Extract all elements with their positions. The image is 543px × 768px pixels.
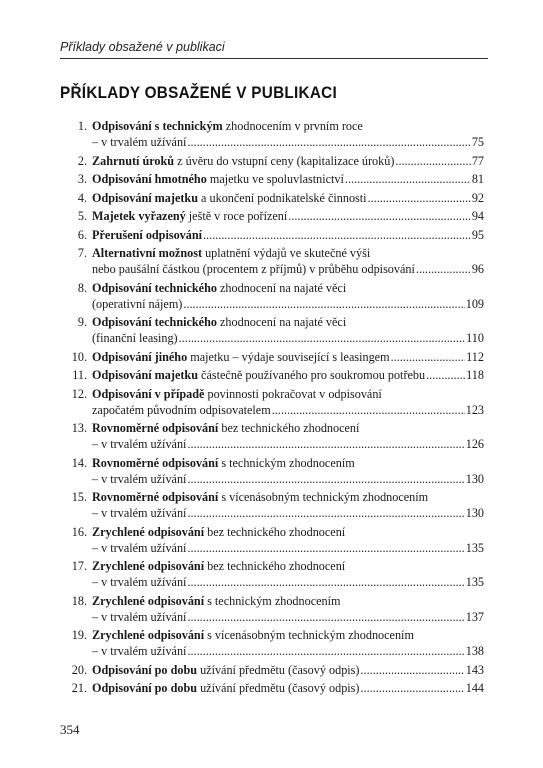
entry-text [92, 628, 414, 642]
entry-page-number: 95 [471, 227, 484, 242]
entry-bold-text: Alternativní možnost [92, 246, 203, 260]
entry-number: 3. [77, 172, 87, 186]
entry-line [92, 296, 484, 312]
dot-leader [360, 680, 464, 696]
entry-text [92, 261, 415, 277]
entry-number: 13. [71, 421, 87, 435]
toc-entry [60, 680, 484, 696]
entry-text [92, 246, 370, 260]
entry-line [92, 627, 484, 643]
entry-plain-text: bez technického zhodnocení [218, 421, 360, 435]
entry-bold-text: Odpisování po dobu [92, 662, 198, 677]
entry-bold-text: Přerušení odpisování [92, 227, 203, 242]
entry-body [92, 153, 484, 169]
toc-entry [60, 386, 484, 418]
entry-line [92, 227, 484, 243]
entry-number: 4. [77, 190, 87, 205]
entry-line [92, 330, 484, 346]
entry-plain-text: užívání předmětu (časový odpis) [197, 681, 360, 695]
entry-line [92, 314, 484, 330]
entry-line [92, 471, 484, 487]
dot-leader [360, 662, 464, 678]
entry-body [92, 420, 484, 452]
entry-line [92, 593, 484, 609]
entry-plain-text: majetku ve spoluvlastnictví [206, 172, 344, 186]
entry-line [92, 558, 484, 574]
dot-leader [187, 471, 464, 487]
entry-text [92, 559, 345, 573]
dot-leader [187, 643, 464, 659]
page-number: 354 [60, 722, 80, 737]
toc-entry [60, 662, 484, 678]
dot-leader [345, 171, 471, 187]
entry-number: 16. [71, 524, 87, 539]
entry-plain-text: započatém původním odpisovatelem [92, 402, 271, 417]
entry-plain-text: s vícenásobným technickým zhodnocením [218, 490, 429, 504]
entry-line [92, 118, 484, 134]
entry-page-number: 94 [471, 209, 484, 223]
entry-plain-text: zhodnocení na najaté věci [216, 315, 347, 329]
entry-plain-text: – v trvalém užívání [92, 471, 187, 486]
entry-plain-text: – v trvalém užívání [92, 540, 187, 555]
entry-plain-text: povinnosti pokračovat v odpisování [204, 386, 382, 401]
entry-body [92, 558, 484, 590]
toc-entry [60, 245, 484, 277]
dot-leader [187, 134, 470, 150]
entry-text [92, 505, 186, 521]
toc-entry [60, 455, 484, 487]
entry-line [92, 171, 484, 187]
entry-number: 2. [77, 153, 87, 168]
entry-text [92, 315, 346, 329]
entry-plain-text: bez technického zhodnocení [204, 559, 346, 573]
toc-entry [60, 118, 484, 150]
entry-page-number: 96 [471, 262, 484, 276]
entry-line [92, 402, 484, 418]
entry-line [92, 280, 484, 296]
dot-leader [416, 261, 471, 277]
entry-body [92, 680, 484, 696]
entry-bold-text: Odpisování technického [92, 280, 217, 295]
entry-page-number: 81 [471, 172, 484, 186]
dot-leader [391, 349, 466, 365]
entry-number: 7. [77, 246, 87, 260]
entry-body [92, 367, 484, 383]
entry-line [92, 489, 484, 505]
entry-body [92, 524, 484, 556]
toc-entry [60, 227, 484, 243]
entry-line [92, 524, 484, 540]
entry-text [92, 574, 186, 590]
toc-entry [60, 489, 484, 521]
entry-body [92, 190, 484, 206]
entry-number: 19. [71, 628, 87, 642]
entry-bold-text: Zrychlené odpisování [92, 559, 205, 573]
entry-bold-text: Rovnoměrné odpisování [92, 455, 219, 470]
dot-leader [187, 540, 464, 556]
entry-text [92, 296, 182, 312]
entry-number: 5. [77, 209, 87, 223]
entry-plain-text: – v trvalém užívání [92, 644, 187, 658]
entry-number: 17. [71, 559, 87, 573]
entry-bold-text: Odpisování jiného [92, 349, 188, 364]
entry-plain-text: – v trvalém užívání [92, 506, 187, 520]
entry-plain-text: – v trvalém užívání [92, 135, 187, 149]
entry-bold-text: Odpisování majetku [92, 190, 198, 205]
toc-entry [60, 153, 484, 169]
entry-plain-text: nebo paušální částkou (procentem z příjmů) v průběhu odpisování [92, 262, 415, 276]
entry-body [92, 662, 484, 678]
entry-bold-text: Odpisování majetku [92, 368, 198, 382]
entry-text [92, 208, 287, 224]
entry-number: 1. [77, 119, 87, 133]
entry-bold-text: Zrychlené odpisování [92, 524, 205, 539]
entry-body [92, 627, 484, 659]
entry-number: 6. [77, 227, 87, 242]
dot-leader [288, 208, 471, 224]
entry-line [92, 455, 484, 471]
entry-number: 21. [71, 681, 87, 695]
entry-text [92, 190, 367, 206]
entry-page-number: 109 [465, 296, 484, 311]
entry-text [92, 421, 359, 435]
entry-number: 15. [71, 490, 87, 504]
entry-line [92, 574, 484, 590]
entry-bold-text: Odpisování s technickým [92, 119, 223, 133]
entry-page-number: 123 [465, 402, 484, 417]
entry-plain-text: zhodnocení na najaté věci [216, 280, 347, 295]
toc-entry [60, 593, 484, 625]
entry-page-number: 110 [466, 331, 484, 345]
running-head: Příklady obsažené v publikaci [60, 40, 225, 54]
dot-leader [187, 436, 464, 452]
entry-bold-text: Rovnoměrné odpisování [92, 490, 219, 504]
toc-entry [60, 314, 484, 346]
entry-plain-text: (operativní nájem) [92, 296, 183, 311]
entry-text [92, 643, 186, 659]
entry-bold-text: Zrychlené odpisování [92, 628, 205, 642]
entry-number: 9. [77, 315, 87, 329]
entry-line [92, 662, 484, 678]
entry-text [92, 367, 425, 383]
entry-plain-text: a ukončení podnikatelské činnosti [198, 190, 367, 205]
entry-body [92, 455, 484, 487]
entry-plain-text: částečně používaného pro soukromou potřebu [198, 368, 426, 382]
entry-number: 20. [71, 662, 87, 677]
entry-plain-text: – v trvalém užívání [92, 609, 187, 624]
entry-body [92, 593, 484, 625]
entry-plain-text: bez technického zhodnocení [204, 524, 346, 539]
entry-text [92, 471, 186, 487]
entry-number: 11. [72, 368, 87, 382]
dot-leader [179, 330, 466, 346]
toc-entry [60, 420, 484, 452]
entry-line [92, 643, 484, 659]
entry-plain-text: zhodnocením v prvním roce [222, 119, 363, 133]
entry-number: 12. [71, 386, 87, 401]
entry-text [92, 594, 340, 608]
entry-line [92, 153, 484, 169]
entry-bold-text: Zrychlené odpisování [92, 593, 205, 608]
entry-text [92, 387, 382, 401]
entry-bold-text: Odpisování v případě [92, 386, 205, 401]
entry-number: 10. [71, 349, 87, 364]
entry-page-number: 130 [465, 506, 484, 520]
entry-bold-text: Zahrnutí úroků [92, 153, 175, 168]
entry-plain-text: – v trvalém užívání [92, 575, 187, 589]
entry-body [92, 171, 484, 187]
entry-text [92, 330, 178, 346]
dot-leader [272, 402, 465, 418]
entry-line [92, 609, 484, 625]
entry-plain-text: s technickým zhodnocením [218, 455, 355, 470]
entry-text [92, 490, 428, 504]
entry-body [92, 349, 484, 365]
entry-bold-text: Odpisování technického [92, 315, 217, 329]
table-of-contents [60, 118, 484, 699]
entry-number: 14. [71, 455, 87, 470]
entry-line [92, 245, 484, 261]
entry-text [92, 540, 186, 556]
entry-plain-text: – v trvalém užívání [92, 437, 187, 451]
entry-line [92, 134, 484, 150]
entry-bold-text: Rovnoměrné odpisování [92, 421, 219, 435]
entry-line [92, 540, 484, 556]
entry-body [92, 314, 484, 346]
entry-line [92, 349, 484, 365]
toc-entry [60, 627, 484, 659]
toc-entry [60, 171, 484, 187]
entry-page-number: 75 [471, 135, 484, 149]
entry-text [92, 609, 186, 625]
entry-line [92, 505, 484, 521]
entry-body [92, 489, 484, 521]
entry-plain-text: užívání předmětu (časový odpis) [197, 662, 360, 677]
header-rule [60, 58, 488, 59]
entry-text [92, 349, 390, 365]
entry-body [92, 386, 484, 418]
entry-text [92, 171, 344, 187]
entry-plain-text: (finanční leasing) [92, 331, 178, 345]
entry-line [92, 420, 484, 436]
toc-entry [60, 208, 484, 224]
entry-body [92, 118, 484, 150]
entry-number: 18. [71, 593, 87, 608]
entry-plain-text: uplatnění výdajů ve skutečné výši [202, 246, 371, 260]
toc-entry [60, 558, 484, 590]
entry-text [92, 153, 394, 169]
entry-line [92, 436, 484, 452]
entry-page-number: 77 [471, 153, 484, 168]
entry-text [92, 456, 355, 470]
entry-text [92, 525, 345, 539]
entry-bold-text: Majetek vyřazený [92, 209, 186, 223]
entry-text [92, 436, 186, 452]
entry-page-number: 126 [465, 437, 484, 451]
entry-text [92, 134, 186, 150]
toc-entry [60, 190, 484, 206]
entry-line [92, 386, 484, 402]
dot-leader [203, 227, 471, 243]
entry-page-number: 143 [465, 662, 484, 677]
entry-line [92, 367, 484, 383]
entry-number: 8. [77, 280, 87, 295]
dot-leader [183, 296, 464, 312]
entry-page-number: 112 [466, 349, 484, 364]
page-title: PŘÍKLADY OBSAŽENÉ V PUBLIKACI [60, 83, 338, 102]
entry-plain-text: majetku – výdaje související s leasingem [187, 349, 390, 364]
entry-bold-text: Odpisování po dobu [92, 681, 198, 695]
entry-plain-text: ještě v roce pořízení [185, 209, 288, 223]
entry-text [92, 281, 346, 295]
entry-line [92, 680, 484, 696]
entry-page-number: 118 [466, 368, 484, 382]
dot-leader [395, 153, 470, 169]
entry-body [92, 227, 484, 243]
entry-page-number: 92 [471, 190, 484, 205]
entry-line [92, 208, 484, 224]
entry-text [92, 227, 202, 243]
dot-leader [187, 609, 464, 625]
entry-page-number: 135 [465, 540, 484, 555]
dot-leader [426, 367, 465, 383]
entry-page-number: 135 [465, 575, 484, 589]
entry-text [92, 680, 359, 696]
entry-page-number: 137 [465, 609, 484, 624]
entry-plain-text: s technickým zhodnocením [204, 593, 341, 608]
toc-entry [60, 280, 484, 312]
entry-page-number: 130 [465, 471, 484, 486]
toc-entry [60, 524, 484, 556]
dot-leader [187, 574, 464, 590]
entry-text [92, 402, 271, 418]
entry-body [92, 245, 484, 277]
entry-bold-text: Odpisování hmotného [92, 172, 207, 186]
dot-leader [187, 505, 464, 521]
entry-body [92, 208, 484, 224]
entry-page-number: 138 [465, 644, 484, 658]
toc-entry [60, 349, 484, 365]
dot-leader [368, 190, 471, 206]
entry-line [92, 190, 484, 206]
entry-page-number: 144 [465, 681, 484, 695]
entry-plain-text: s vícenásobným technickým zhodnocením [204, 628, 414, 642]
entry-line [92, 261, 484, 277]
toc-entry [60, 367, 484, 383]
entry-body [92, 280, 484, 312]
entry-text [92, 662, 359, 678]
entry-text [92, 119, 363, 133]
entry-plain-text: z úvěru do vstupní ceny (kapitalizace úroků) [174, 153, 395, 168]
